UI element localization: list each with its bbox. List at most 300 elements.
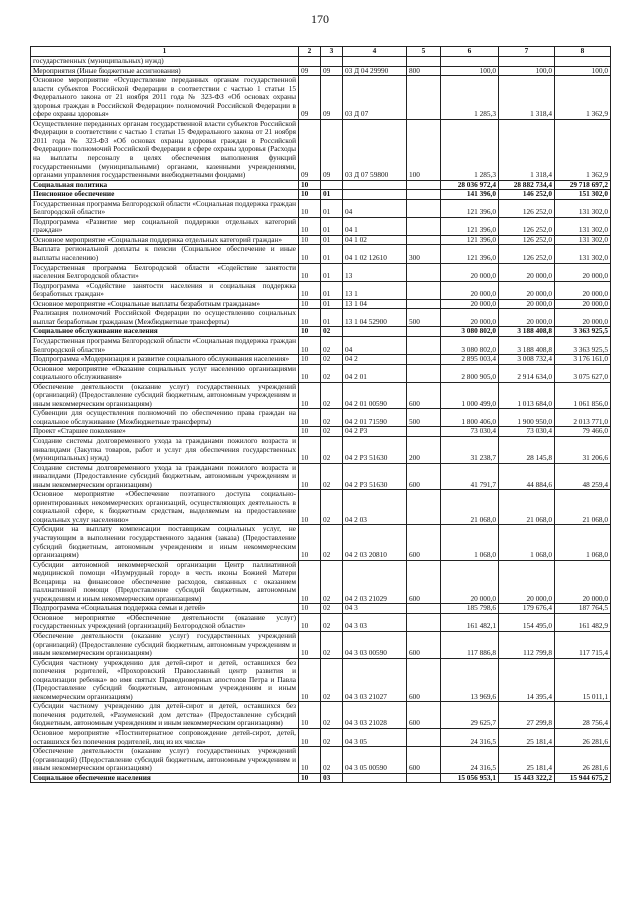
section-code-cell: 10 — [299, 336, 321, 354]
target-article-cell: 04 2 01 00590 — [343, 382, 407, 409]
column-header: 4 — [343, 47, 407, 57]
target-article-cell: 13 1 04 52900 — [343, 309, 407, 327]
amount-year3-cell: 26 281,6 — [555, 747, 611, 774]
subsection-code-cell: 02 — [321, 355, 343, 365]
amount-year2-cell: 3 188 408,8 — [499, 327, 555, 337]
amount-year2-cell: 1 068,0 — [499, 525, 555, 560]
target-article-cell: 13 1 — [343, 281, 407, 299]
amount-year2-cell: 73 030,4 — [499, 427, 555, 437]
amount-year1-cell: 31 238,7 — [441, 436, 499, 463]
amount-year1-cell: 161 482,1 — [441, 613, 499, 631]
amount-year2-cell: 2 914 634,0 — [499, 364, 555, 382]
amount-year1-cell: 20 000,0 — [441, 309, 499, 327]
subsection-code-cell: 02 — [321, 729, 343, 747]
table-row — [31, 409, 611, 427]
row-name-cell: Обеспечение деятельности (оказание услуг) государственных учреждений (организаций) (Предоставление субсидий бюджетным, автономным учреждениям и иным некоммерческим организациям) — [31, 382, 299, 409]
expense-type-cell — [407, 604, 441, 614]
subsection-code-cell: 01 — [321, 281, 343, 299]
subsection-code-cell: 02 — [321, 427, 343, 437]
row-name-cell: Основное мероприятие «Социальная поддержка отдельных категорий граждан» — [31, 235, 299, 245]
row-name-cell: Реализация полномочий Российской Федерации по осуществлению социальных выплат безработным гражданам (Межбюджетные трансферты) — [31, 309, 299, 327]
expense-type-cell: 200 — [407, 436, 441, 463]
table-row — [31, 309, 611, 327]
section-code-cell: 10 — [299, 355, 321, 365]
table-row — [31, 355, 611, 365]
expense-type-cell: 600 — [407, 560, 441, 604]
section-code-cell: 10 — [299, 604, 321, 614]
amount-year2-cell: 20 000,0 — [499, 263, 555, 281]
amount-year3-cell: 3 176 161,0 — [555, 355, 611, 365]
table-row — [31, 57, 611, 67]
amount-year3-cell: 15 011,1 — [555, 658, 611, 702]
table-row — [31, 299, 611, 309]
row-name-cell: Государственная программа Белгородской области «Социальная поддержка граждан Белгородской области» — [31, 199, 299, 217]
section-code-cell — [299, 57, 321, 67]
amount-year2-cell: 20 000,0 — [499, 299, 555, 309]
amount-year3-cell: 28 756,4 — [555, 702, 611, 729]
amount-year1-cell: 185 798,6 — [441, 604, 499, 614]
expense-type-cell — [407, 199, 441, 217]
row-name-cell: Мероприятия (Иные бюджетные ассигнования) — [31, 66, 299, 76]
amount-year3-cell: 187 764,5 — [555, 604, 611, 614]
row-name-cell: Осуществление переданных органам государственной власти субъектов Российской Федерации в соответствии с частью 1 статьи 15 Федерального закона от 21 ноября 2011 года № 323-ФЗ «Об основах охраны здоровья граждан в Российской Федерации» полномочий Российской Федерации в сфере охраны здоровья (Расходы на выплаты персоналу в целях обеспечения выполнения функций государственными (муниципальными) органами, казенными учреждениями, органами управления государственными внебюджетными фондами) — [31, 119, 299, 180]
target-article-cell: 04 3 03 — [343, 613, 407, 631]
target-article-cell: 04 2 01 71590 — [343, 409, 407, 427]
target-article-cell: 04 1 02 — [343, 235, 407, 245]
section-code-cell: 10 — [299, 409, 321, 427]
amount-year2-cell: 44 884,6 — [499, 463, 555, 490]
row-name-cell: Социальное обеспечение населения — [31, 773, 299, 783]
table-row — [31, 281, 611, 299]
section-code-cell: 10 — [299, 235, 321, 245]
target-article-cell — [343, 180, 407, 190]
row-name-cell: Государственная программа Белгородской области «Социальная поддержка граждан Белгородской области» — [31, 336, 299, 354]
amount-year3-cell: 48 259,4 — [555, 463, 611, 490]
subsection-code-cell: 09 — [321, 66, 343, 76]
expense-type-cell: 100 — [407, 119, 441, 180]
section-code-cell: 10 — [299, 560, 321, 604]
expense-type-cell: 500 — [407, 309, 441, 327]
amount-year3-cell: 31 206,6 — [555, 436, 611, 463]
amount-year1-cell: 13 969,6 — [441, 658, 499, 702]
table-row — [31, 327, 611, 337]
section-code-cell: 10 — [299, 190, 321, 200]
target-article-cell: 04 2 01 — [343, 364, 407, 382]
row-name-cell: Обеспечение деятельности (оказание услуг) государственных учреждений (организаций) (Предоставление субсидий бюджетным, автономным учреждениям и иным некоммерческим организациям) — [31, 632, 299, 659]
expense-type-cell: 600 — [407, 463, 441, 490]
section-code-cell: 10 — [299, 436, 321, 463]
section-code-cell: 10 — [299, 180, 321, 190]
target-article-cell: 04 3 03 21027 — [343, 658, 407, 702]
amount-year2-cell: 1 318,4 — [499, 119, 555, 180]
table-row — [31, 773, 611, 783]
amount-year1-cell: 121 396,0 — [441, 235, 499, 245]
target-article-cell: 04 3 05 00590 — [343, 747, 407, 774]
subsection-code-cell: 01 — [321, 299, 343, 309]
amount-year1-cell: 121 396,0 — [441, 217, 499, 235]
section-code-cell: 10 — [299, 217, 321, 235]
table-row — [31, 235, 611, 245]
section-code-cell: 10 — [299, 427, 321, 437]
row-name-cell: Социальная политика — [31, 180, 299, 190]
section-code-cell: 10 — [299, 613, 321, 631]
target-article-cell: 04 2 P3 — [343, 427, 407, 437]
amount-year1-cell: 20 000,0 — [441, 299, 499, 309]
row-name-cell: Основное мероприятие «Постинтернатное сопровождение детей-сирот, детей, оставшихся без попечения родителей, лиц из их числа» — [31, 729, 299, 747]
table-row — [31, 364, 611, 382]
section-code-cell: 09 — [299, 66, 321, 76]
amount-year2-cell: 126 252,0 — [499, 217, 555, 235]
target-article-cell: 03 Д 07 59800 — [343, 119, 407, 180]
expense-type-cell — [407, 76, 441, 120]
row-name-cell: Создание системы долговременного ухода за гражданами пожилого возраста и инвалидами (Закупка товаров, работ и услуг для обеспечения государственных (муниципальных) нужд) — [31, 436, 299, 463]
target-article-cell: 04 — [343, 336, 407, 354]
section-code-cell: 10 — [299, 658, 321, 702]
amount-year1-cell: 24 316,5 — [441, 729, 499, 747]
section-code-cell: 10 — [299, 364, 321, 382]
subsection-code-cell: 02 — [321, 613, 343, 631]
subsection-code-cell: 01 — [321, 217, 343, 235]
table-row — [31, 604, 611, 614]
amount-year2-cell: 27 299,8 — [499, 702, 555, 729]
table-row — [31, 490, 611, 525]
row-name-cell: Основное мероприятие «Обеспечение поэтапного доступа социально-ориентированных некоммерческих организаций, осуществляющих деятельность в социальной сфере, к бюджетным средствам, выделяемым на предоставление социальных услуг населению» — [31, 490, 299, 525]
subsection-code-cell: 09 — [321, 119, 343, 180]
row-name-cell: Обеспечение деятельности (оказание услуг) государственных учреждений (организаций) (Предоставление субсидий бюджетным, автономным учреждениям и иным некоммерческим организациям) — [31, 747, 299, 774]
amount-year2-cell: 179 676,4 — [499, 604, 555, 614]
row-name-cell: Основное мероприятие «Социальные выплаты безработным гражданам» — [31, 299, 299, 309]
amount-year1-cell: 20 000,0 — [441, 263, 499, 281]
amount-year3-cell: 100,0 — [555, 66, 611, 76]
table-row — [31, 199, 611, 217]
section-code-cell: 09 — [299, 119, 321, 180]
budget-table — [30, 46, 611, 783]
target-article-cell: 04 2 — [343, 355, 407, 365]
table-row — [31, 427, 611, 437]
row-name-cell: Основное мероприятие «Осуществление переданных органам государственной власти субъектов Российской Федерации в соответствии с частью 1 статьи 15 Федерального закона от 21 ноября 2011 года № 323-ФЗ «Об основах охраны здоровья граждан в Российской Федерации» полномочий Российской Федерации в сфере охраны здоровья» — [31, 76, 299, 120]
amount-year3-cell: 21 068,0 — [555, 490, 611, 525]
amount-year3-cell: 26 281,6 — [555, 729, 611, 747]
subsection-code-cell: 02 — [321, 560, 343, 604]
expense-type-cell: 600 — [407, 658, 441, 702]
expense-type-cell: 600 — [407, 747, 441, 774]
amount-year2-cell: 154 495,0 — [499, 613, 555, 631]
subsection-code-cell: 02 — [321, 490, 343, 525]
amount-year3-cell: 3 075 627,0 — [555, 364, 611, 382]
amount-year3-cell: 161 482,9 — [555, 613, 611, 631]
amount-year1-cell: 73 030,4 — [441, 427, 499, 437]
row-name-cell: Выплата региональной доплаты к пенсии (Социальное обеспечение и иные выплаты населению) — [31, 245, 299, 263]
expense-type-cell — [407, 427, 441, 437]
column-header: 1 — [31, 47, 299, 57]
row-name-cell: Субсидии частному учреждению для детей-сирот и детей, оставшихся без попечения родителей, «Разуменский дом детства» (Предоставление субсидий бюджетным, автономным учреждениям и иным некоммерческим организациям) — [31, 702, 299, 729]
amount-year1-cell: 3 080 802,0 — [441, 336, 499, 354]
subsection-code-cell: 02 — [321, 327, 343, 337]
subsection-code-cell: 02 — [321, 604, 343, 614]
subsection-code-cell: 02 — [321, 382, 343, 409]
target-article-cell: 04 2 P3 51630 — [343, 463, 407, 490]
expense-type-cell — [407, 180, 441, 190]
expense-type-cell: 800 — [407, 66, 441, 76]
expense-type-cell — [407, 355, 441, 365]
amount-year3-cell — [555, 57, 611, 67]
section-code-cell: 10 — [299, 281, 321, 299]
subsection-code-cell: 03 — [321, 773, 343, 783]
expense-type-cell — [407, 235, 441, 245]
section-code-cell: 10 — [299, 199, 321, 217]
expense-type-cell — [407, 364, 441, 382]
amount-year3-cell: 131 302,0 — [555, 217, 611, 235]
amount-year2-cell: 126 252,0 — [499, 245, 555, 263]
column-header: 8 — [555, 47, 611, 57]
amount-year3-cell: 3 363 925,5 — [555, 336, 611, 354]
column-header: 3 — [321, 47, 343, 57]
amount-year2-cell: 20 000,0 — [499, 281, 555, 299]
target-article-cell: 04 — [343, 199, 407, 217]
amount-year3-cell: 79 466,0 — [555, 427, 611, 437]
amount-year2-cell: 25 181,4 — [499, 747, 555, 774]
target-article-cell: 04 3 03 00590 — [343, 632, 407, 659]
amount-year3-cell: 1 061 856,0 — [555, 382, 611, 409]
expense-type-cell — [407, 217, 441, 235]
amount-year1-cell: 141 396,0 — [441, 190, 499, 200]
section-code-cell: 10 — [299, 327, 321, 337]
target-article-cell — [343, 327, 407, 337]
amount-year1-cell: 121 396,0 — [441, 245, 499, 263]
section-code-cell: 10 — [299, 729, 321, 747]
column-header: 7 — [499, 47, 555, 57]
target-article-cell: 03 Д 04 29990 — [343, 66, 407, 76]
amount-year2-cell: 1 013 684,0 — [499, 382, 555, 409]
amount-year1-cell: 28 036 972,4 — [441, 180, 499, 190]
row-name-cell: Проект «Старшее поколение» — [31, 427, 299, 437]
table-row — [31, 119, 611, 180]
expense-type-cell — [407, 613, 441, 631]
target-article-cell: 04 1 02 12610 — [343, 245, 407, 263]
amount-year1-cell: 29 625,7 — [441, 702, 499, 729]
section-code-cell: 10 — [299, 702, 321, 729]
expense-type-cell — [407, 299, 441, 309]
target-article-cell: 04 2 03 — [343, 490, 407, 525]
table-row — [31, 382, 611, 409]
table-row — [31, 658, 611, 702]
table-row — [31, 180, 611, 190]
expense-type-cell — [407, 190, 441, 200]
section-code-cell: 10 — [299, 245, 321, 263]
table-row — [31, 613, 611, 631]
subsection-code-cell: 09 — [321, 76, 343, 120]
subsection-code-cell: 01 — [321, 199, 343, 217]
amount-year3-cell: 20 000,0 — [555, 281, 611, 299]
amount-year3-cell: 2 013 771,0 — [555, 409, 611, 427]
target-article-cell — [343, 190, 407, 200]
subsection-code-cell: 01 — [321, 235, 343, 245]
amount-year1-cell: 1 285,3 — [441, 119, 499, 180]
row-name-cell: Создание системы долговременного ухода за гражданами пожилого возраста и инвалидами (Предоставление субсидий бюджетным, автономным учреждениям и иным некоммерческим организациям) — [31, 463, 299, 490]
expense-type-cell — [407, 327, 441, 337]
row-name-cell: Основное мероприятие «Обеспечение деятельности (оказание услуг) государственных учреждений (организаций) Белгородской области» — [31, 613, 299, 631]
amount-year1-cell: 2 800 905,0 — [441, 364, 499, 382]
amount-year2-cell: 112 799,8 — [499, 632, 555, 659]
subsection-code-cell: 01 — [321, 245, 343, 263]
amount-year3-cell: 131 302,0 — [555, 235, 611, 245]
section-code-cell: 10 — [299, 299, 321, 309]
target-article-cell — [343, 57, 407, 67]
expense-type-cell: 600 — [407, 382, 441, 409]
subsection-code-cell: 02 — [321, 525, 343, 560]
row-name-cell: Подпрограмма «Содействие занятости населения и социальная поддержка безработных граждан» — [31, 281, 299, 299]
target-article-cell: 04 2 03 20810 — [343, 525, 407, 560]
amount-year2-cell: 1 318,4 — [499, 76, 555, 120]
row-name-cell: Субсидия частному учреждению для детей-сирот и детей, оставшихся без попечения родителей, «Прохоровский Православный центр развития и социализации ребенка» во имя святых Праведноверных апостолов Петра и Павла (Предоставление субсидий бюджетным, автономным учреждениям и иным некоммерческим организациям) — [31, 658, 299, 702]
subsection-code-cell: 02 — [321, 702, 343, 729]
amount-year3-cell: 131 302,0 — [555, 245, 611, 263]
target-article-cell: 04 3 — [343, 604, 407, 614]
target-article-cell: 03 Д 07 — [343, 76, 407, 120]
amount-year2-cell: 100,0 — [499, 66, 555, 76]
amount-year2-cell: 3 008 732,4 — [499, 355, 555, 365]
section-code-cell: 10 — [299, 773, 321, 783]
amount-year1-cell: 24 316,5 — [441, 747, 499, 774]
table-row — [31, 463, 611, 490]
amount-year2-cell: 20 000,0 — [499, 309, 555, 327]
subsection-code-cell: 01 — [321, 309, 343, 327]
expense-type-cell — [407, 490, 441, 525]
amount-year3-cell: 20 000,0 — [555, 263, 611, 281]
amount-year1-cell: 1 068,0 — [441, 525, 499, 560]
table-row — [31, 66, 611, 76]
amount-year1-cell: 21 068,0 — [441, 490, 499, 525]
target-article-cell: 04 2 P3 51630 — [343, 436, 407, 463]
amount-year3-cell: 3 363 925,5 — [555, 327, 611, 337]
expense-type-cell: 300 — [407, 245, 441, 263]
table-row — [31, 336, 611, 354]
amount-year3-cell: 1 362,9 — [555, 76, 611, 120]
row-name-cell: Государственная программа Белгородской области «Содействие занятости населения Белгородской области» — [31, 263, 299, 281]
subsection-code-cell: 02 — [321, 409, 343, 427]
subsection-code-cell: 02 — [321, 658, 343, 702]
amount-year3-cell: 117 715,4 — [555, 632, 611, 659]
amount-year1-cell: 121 396,0 — [441, 199, 499, 217]
table-body — [31, 57, 611, 783]
amount-year1-cell: 20 000,0 — [441, 560, 499, 604]
expense-type-cell: 500 — [407, 409, 441, 427]
section-code-cell: 10 — [299, 463, 321, 490]
amount-year3-cell: 20 000,0 — [555, 309, 611, 327]
amount-year3-cell: 20 000,0 — [555, 560, 611, 604]
amount-year1-cell: 20 000,0 — [441, 281, 499, 299]
target-article-cell: 04 2 03 21029 — [343, 560, 407, 604]
table-row — [31, 436, 611, 463]
amount-year1-cell: 15 056 953,1 — [441, 773, 499, 783]
amount-year2-cell: 146 252,0 — [499, 190, 555, 200]
column-header: 5 — [407, 47, 441, 57]
amount-year1-cell: 41 791,7 — [441, 463, 499, 490]
amount-year3-cell: 20 000,0 — [555, 299, 611, 309]
table-row — [31, 263, 611, 281]
amount-year2-cell: 14 395,4 — [499, 658, 555, 702]
section-code-cell: 10 — [299, 525, 321, 560]
amount-year2-cell: 126 252,0 — [499, 199, 555, 217]
subsection-code-cell: 02 — [321, 336, 343, 354]
amount-year1-cell: 3 080 802,0 — [441, 327, 499, 337]
expense-type-cell — [407, 281, 441, 299]
expense-type-cell — [407, 57, 441, 67]
table-row — [31, 217, 611, 235]
row-name-cell: Субвенции для осуществления полномочий по обеспечению права граждан на социальное обслуживание (Межбюджетные трансферты) — [31, 409, 299, 427]
column-header: 6 — [441, 47, 499, 57]
section-code-cell: 10 — [299, 263, 321, 281]
amount-year2-cell: 25 181,4 — [499, 729, 555, 747]
amount-year2-cell: 1 900 950,0 — [499, 409, 555, 427]
table-row — [31, 729, 611, 747]
amount-year1-cell: 1 000 499,0 — [441, 382, 499, 409]
amount-year2-cell: 21 068,0 — [499, 490, 555, 525]
amount-year1-cell: 117 886,8 — [441, 632, 499, 659]
amount-year3-cell: 131 302,0 — [555, 199, 611, 217]
subsection-code-cell — [321, 57, 343, 67]
section-code-cell: 10 — [299, 309, 321, 327]
section-code-cell: 10 — [299, 747, 321, 774]
section-code-cell: 10 — [299, 490, 321, 525]
amount-year2-cell: 126 252,0 — [499, 235, 555, 245]
amount-year2-cell: 28 145,8 — [499, 436, 555, 463]
amount-year2-cell: 3 188 408,8 — [499, 336, 555, 354]
amount-year3-cell: 151 302,0 — [555, 190, 611, 200]
table-row — [31, 747, 611, 774]
target-article-cell: 04 3 05 — [343, 729, 407, 747]
row-name-cell: государственных (муниципальных) нужд) — [31, 57, 299, 67]
row-name-cell: Субсидии автономной некоммерческой организации Центр паллиативной медицинской помощи «Изумрудный город» в честь иконы Божией Матери Всецарица на финансовое обеспечение расходов, связанных с оказанием паллиативной помощи (Предоставление субсидий бюджетным, автономным учреждениям и иным некоммерческим организациям) — [31, 560, 299, 604]
table-row — [31, 245, 611, 263]
table-row — [31, 560, 611, 604]
table-row — [31, 76, 611, 120]
target-article-cell: 13 1 04 — [343, 299, 407, 309]
expense-type-cell — [407, 729, 441, 747]
table-row — [31, 632, 611, 659]
expense-type-cell — [407, 773, 441, 783]
amount-year1-cell: 100,0 — [441, 66, 499, 76]
subsection-code-cell: 01 — [321, 263, 343, 281]
amount-year3-cell: 15 944 675,2 — [555, 773, 611, 783]
amount-year1-cell: 2 895 003,4 — [441, 355, 499, 365]
row-name-cell: Основное мероприятие «Оказание социальных услуг населению организациями социального обслуживания» — [31, 364, 299, 382]
subsection-code-cell — [321, 180, 343, 190]
table-row — [31, 702, 611, 729]
amount-year2-cell — [499, 57, 555, 67]
expense-type-cell: 600 — [407, 632, 441, 659]
amount-year2-cell: 28 882 734,4 — [499, 180, 555, 190]
target-article-cell: 04 1 — [343, 217, 407, 235]
row-name-cell: Подпрограмма «Развитие мер социальной поддержки отдельных категорий граждан» — [31, 217, 299, 235]
amount-year1-cell: 1 800 406,0 — [441, 409, 499, 427]
section-code-cell: 10 — [299, 382, 321, 409]
expense-type-cell: 600 — [407, 702, 441, 729]
amount-year3-cell: 1 362,9 — [555, 119, 611, 180]
subsection-code-cell: 02 — [321, 632, 343, 659]
section-code-cell: 09 — [299, 76, 321, 120]
subsection-code-cell: 02 — [321, 747, 343, 774]
row-name-cell: Социальное обслуживание населения — [31, 327, 299, 337]
expense-type-cell — [407, 263, 441, 281]
table-row — [31, 190, 611, 200]
amount-year2-cell: 15 443 322,2 — [499, 773, 555, 783]
amount-year2-cell: 20 000,0 — [499, 560, 555, 604]
table-header-row — [31, 47, 611, 57]
row-name-cell: Подпрограмма «Социальная поддержка семьи и детей» — [31, 604, 299, 614]
target-article-cell: 13 — [343, 263, 407, 281]
section-code-cell: 10 — [299, 632, 321, 659]
